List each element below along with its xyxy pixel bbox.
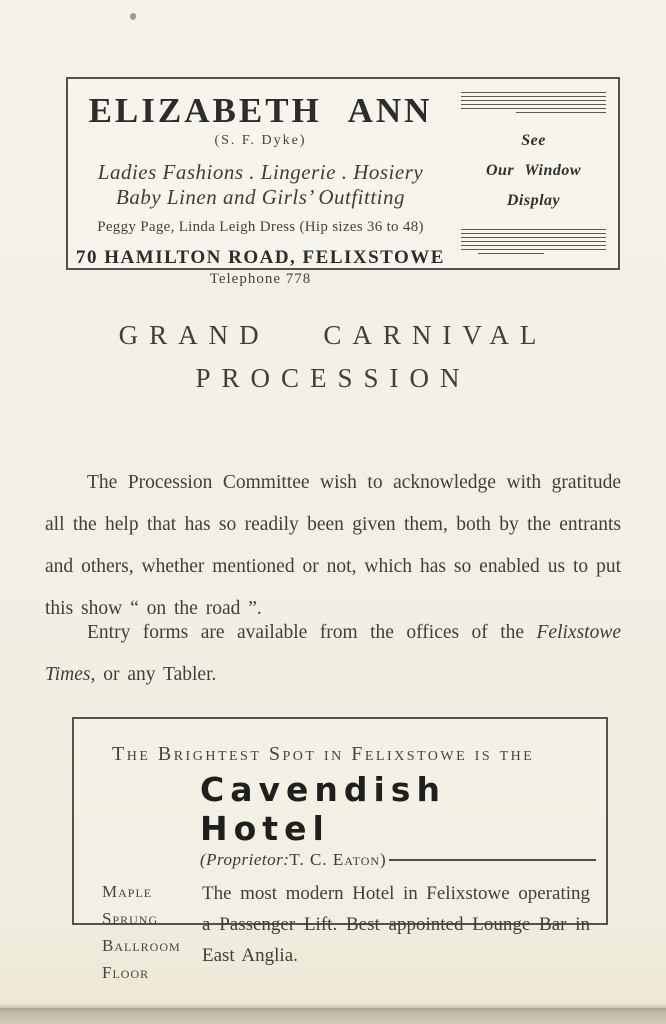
page-title-line-1: GRAND CARNIVAL (118, 320, 548, 350)
entry-forms-paragraph (45, 612, 621, 696)
scan-edge-strip (0, 1008, 666, 1024)
brands-line: Peggy Page, Linda Leigh Dress (Hip sizes 36 to 48) (97, 219, 424, 235)
feature-label: Floor (102, 963, 150, 982)
proprietor-name: T. C. Eaton) (289, 850, 387, 869)
hotel-description: The most modern Hotel in Felixstowe operating a Passenger Lift. Best appointed Lounge Bar in East Anglia. (202, 883, 590, 966)
ballroom-feature-labels (102, 878, 202, 986)
window-display-note (461, 113, 606, 229)
window-note-line: See (521, 132, 546, 149)
scan-speck (130, 13, 136, 20)
proprietor-rule (389, 859, 596, 861)
page-title (0, 320, 666, 394)
advertiser-phone: Telephone 778 (209, 271, 312, 287)
services-line-1: Ladies Fashions . Lingerie . Hosiery (97, 160, 424, 184)
services-line-2: Baby Linen and Girls’ Outfitting (116, 185, 405, 209)
feature-label: Maple (102, 882, 153, 901)
advertiser-name: ELIZABETH ANN (88, 91, 433, 130)
hotel-name: Cavendish Hotel (200, 770, 446, 848)
hotel-proprietor-row (200, 850, 596, 870)
window-note-line: Display (506, 192, 561, 209)
window-note-line: Our Window (485, 162, 582, 179)
elizabeth-ann-ad-side (453, 79, 618, 268)
page-title-line-2: PROCESSION (195, 363, 471, 393)
feature-label: Ballroom (102, 936, 181, 955)
elizabeth-ann-ad-main (68, 79, 453, 287)
feature-label: Sprung (102, 909, 159, 928)
entry-forms-text: Entry forms are available from the offices of the (87, 622, 537, 643)
acknowledgement-paragraph: The Procession Committee wish to acknowledge with gratitude all the help that has so readily been given them, both by the entrants and others, whether mentioned or not, which has so enabled us to put this show “ on the road ”. (45, 472, 621, 619)
hotel-ad-columns (74, 878, 606, 986)
decorative-rules-top (461, 92, 606, 113)
cavendish-hotel-ad (72, 717, 608, 982)
elizabeth-ann-ad (66, 77, 620, 287)
hotel-tagline: The Brightest Spot in Felixstowe is the (112, 743, 535, 765)
proprietor-name: (S. F. Dyke) (214, 133, 307, 148)
proprietor-label: (Proprietor: (200, 850, 290, 869)
advertiser-address: 70 HAMILTON ROAD, FELIXSTOWE (76, 247, 445, 268)
entry-forms-text-end: , or any Tabler. (90, 664, 217, 685)
newspaper-name: Felixstowe Times (45, 622, 621, 685)
decorative-rules-bottom (461, 229, 606, 254)
